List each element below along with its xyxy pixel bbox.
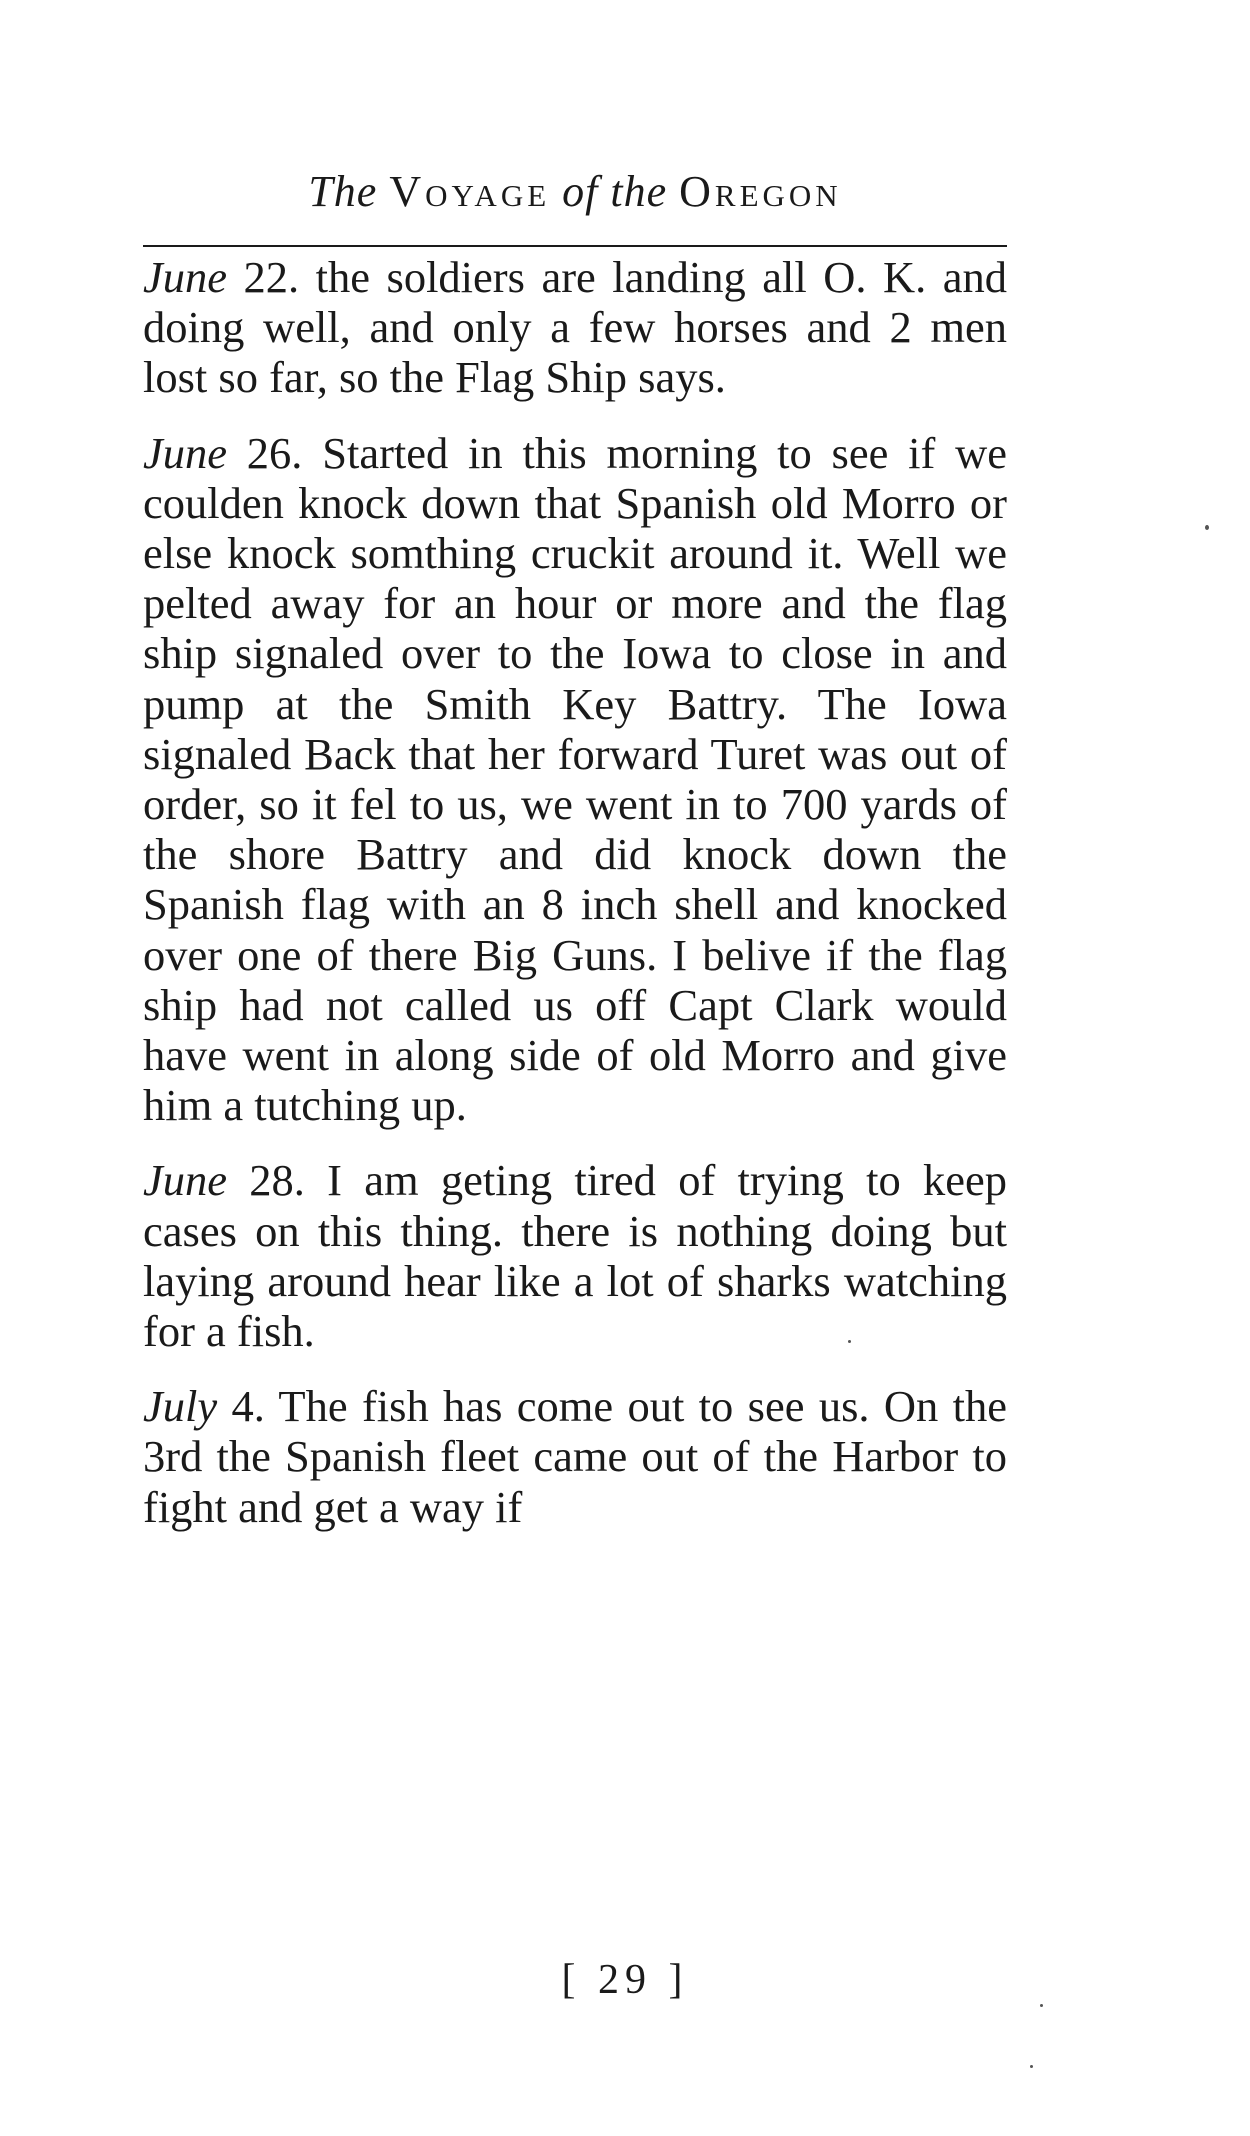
entry-text: 4. The fish has come out to see us. On the 3rd the Spanish fleet came out of the Harbor to fight and get a way if xyxy=(143,1381,1007,1532)
diary-entry-july-4 xyxy=(143,1381,1007,1532)
paper-speck xyxy=(1040,2004,1043,2007)
entry-date: June xyxy=(143,252,228,302)
entry-text: 22. the soldiers are landing all O. K. and doing well, and only a few horses and 2 men lost so far, so the Flag Ship says. xyxy=(143,252,1007,403)
entry-date: July xyxy=(143,1381,218,1432)
paper-speck xyxy=(1205,525,1209,530)
running-head-oregon: Oregon xyxy=(679,167,842,216)
paper-speck xyxy=(848,1340,851,1343)
entry-date: June xyxy=(143,1155,228,1206)
paper-speck xyxy=(1030,2065,1033,2068)
entry-text: 26. Started in this morning to see if we coulden knock down that Spanish old Morro or else knock somthing cruckit around it. Well we pelted away for an hour or more and the flag ship signaled over to the Iowa to close in and pump at the Smith Key Battry. The Iowa signaled Back that her forward Turet was out of order, so it fel to us, we went in to 700 yards of the shore Battry and did knock down the Spanish flag with an 8 inch shell and knocked over one of there Big Guns. I belive if the flag ship had not called us off Capt Clark would have went in along side of old Morro and give him a tutching up. xyxy=(143,427,1007,1131)
running-head xyxy=(143,166,1007,217)
page-number: [ 29 ] xyxy=(561,1957,689,2003)
header-rule xyxy=(143,245,1007,247)
page-body xyxy=(143,252,1007,1557)
entry-date: June xyxy=(143,427,228,478)
entry-text: 28. I am geting tired of trying to keep cases on this thing. there is nothing doing but laying around hear like a lot of sharks watching for a fish. xyxy=(143,1155,1007,1357)
diary-entry-june-26 xyxy=(143,428,1007,1131)
running-head-of-the: of the xyxy=(562,167,668,216)
diary-entry-june-28 xyxy=(143,1155,1007,1356)
running-head-the: The xyxy=(308,167,378,216)
running-head-voyage: Voyage xyxy=(389,167,551,216)
diary-entry-june-22 xyxy=(143,252,1007,403)
